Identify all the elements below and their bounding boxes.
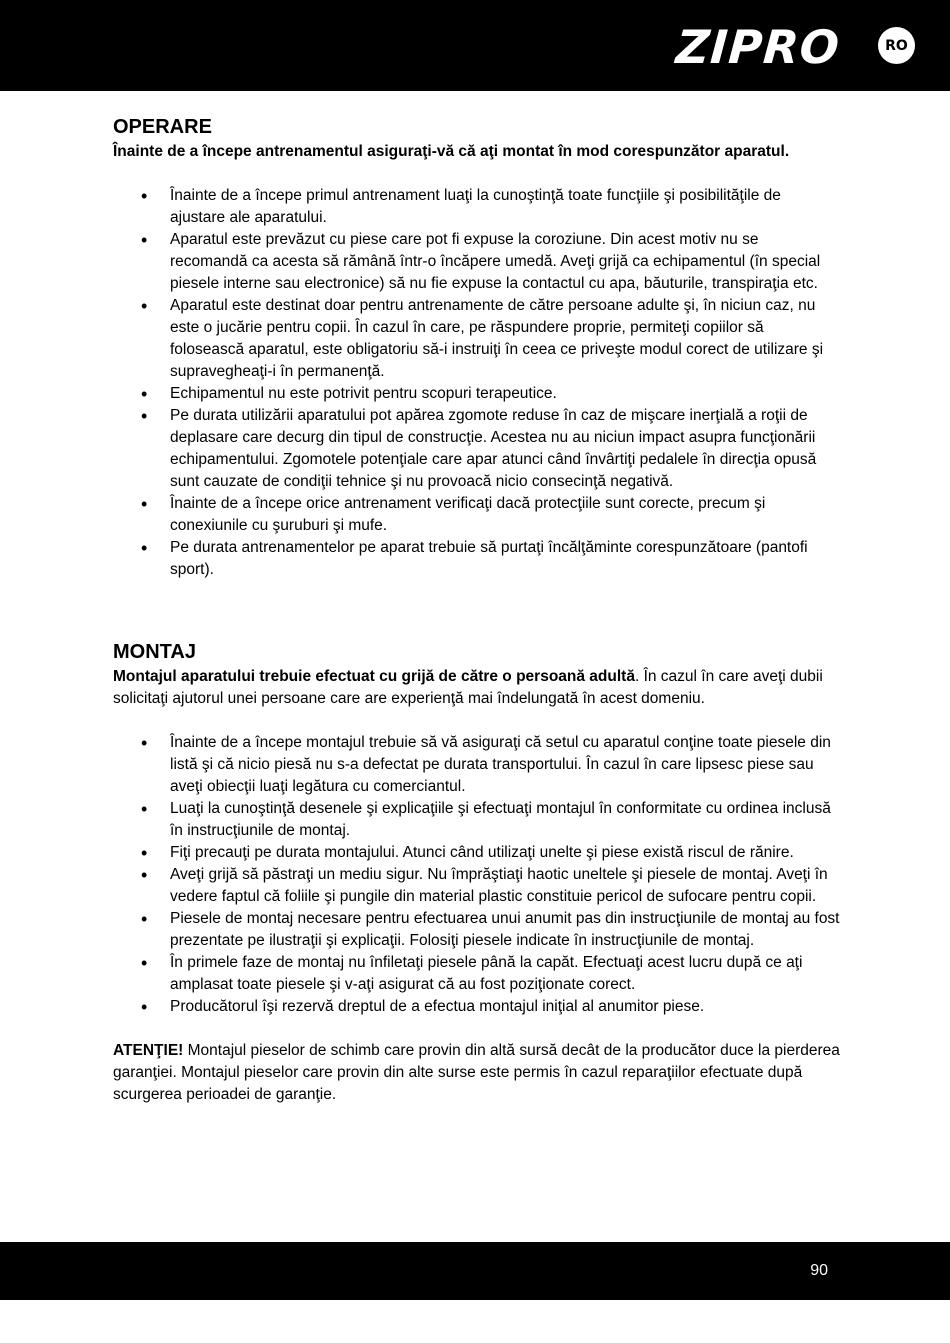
list-item: • Înainte de a începe primul antrenament luaţi la cunoştinţă toate funcţiile şi posibilităţile de ajustare ale aparatului.: [113, 185, 840, 229]
list-item: • Pe durata utilizării aparatului pot apărea zgomote reduse în caz de mişcare inerţială a roţii de deplasare care decurg din tipul de construcţie. Acestea nu au niciun impact asupra funcţionării echipamentului. Zgomotele potenţiale care apar atunci când învârtiţi pedalele în direcţia opusă sunt cauzate de condiţii tehnice şi nu provoacă nicio consecinţă negativă.: [113, 405, 840, 493]
warning-text: Montajul pieselor de schimb care provin din altă sursă decât de la producător duce la pierderea garanţiei. Montajul pieselor care provin din alte surse este permis în cazul reparaţiilor efectuate după scurgerea perioadei de garanţie.: [113, 1042, 840, 1103]
montaj-intro: [113, 666, 840, 710]
list-item: • Pe durata antrenamentelor pe aparat trebuie să purtaţi încălţăminte corespunzătoare (pantofi sport).: [113, 537, 840, 581]
section-spacer: [113, 581, 840, 638]
operare-section: [113, 113, 840, 581]
list-item: • Aparatul este destinat doar pentru antrenamente de către persoane adulte şi, în niciun caz, nu este o jucărie pentru copii. În cazul în care, pe răspundere proprie, permiteţi copiilor să folosească aparatul, este obligatoriu să-i instruiţi în ceea ce priveşte modul corect de utilizare şi supravegheaţi-i în permanenţă.: [113, 295, 840, 383]
page-content: [113, 113, 840, 1106]
list-item: • Înainte de a începe orice antrenament verificaţi dacă protecţiile sunt corecte, precum şi conexiunile cu şuruburi şi mufe.: [113, 493, 840, 537]
list-item: • Piesele de montaj necesare pentru efectuarea unui anumit pas din instrucţiunile de montaj au fost prezentate pe ilustraţii şi explicaţii. Folosiţi piesele indicate în instrucţiunile de montaj.: [113, 908, 840, 952]
page-number: 90: [810, 1262, 828, 1279]
list-item: • Echipamentul nu este potrivit pentru scopuri terapeutice.: [113, 383, 840, 405]
zipro-logo: ZIPRO: [674, 20, 842, 74]
list-item: • Aparatul este prevăzut cu piese care pot fi expuse la coroziune. Din acest motiv nu se recomandă ca acesta să rămână într-o încăpere umedă. Aveţi grijă ca echipamentul (în special piesele interne sau electronice) să nu fie expuse la contactul cu apa, băuturile, transpiraţia etc.: [113, 229, 840, 295]
warning-label: ATENŢIE!: [113, 1042, 184, 1059]
list-item: • În primele faze de montaj nu înfiletaţi piesele până la capăt. Efectuaţi acest lucru după ce aţi amplasat toate piesele şi v-aţi asigurat că au fost poziţionate corect.: [113, 952, 840, 996]
list-item: • Aveţi grijă să păstraţi un mediu sigur. Nu împrăştiaţi haotic uneltele şi piesele de montaj. Aveţi în vedere faptul că foliile şi pungile din material plastic constituie pericol de sufocare pentru copii.: [113, 864, 840, 908]
montaj-intro-bold: Montajul aparatului trebuie efectuat cu grijă de către o persoană adultă: [113, 668, 635, 685]
warning-paragraph: [113, 1040, 840, 1106]
montaj-intro-text: . În cazul în care aveţi dubii solicitaţi ajutorul unei persoane care are experienţă mai îndelungată în acest domeniu.: [113, 668, 823, 707]
list-item: • Înainte de a începe montajul trebuie să vă asiguraţi că setul cu aparatul conţine toate piesele din listă şi că nicio piesă nu s-a defectat pe durata transportului. În cazul în care lipsesc piese sau aveţi obiecţii luaţi legătura cu comerciantul.: [113, 732, 840, 798]
list-item: • Fiţi precauţi pe durata montajului. Atunci când utilizaţi unelte şi piese există riscul de rănire.: [113, 842, 840, 864]
montaj-list: [113, 732, 840, 1018]
list-item: • Luaţi la cunoştinţă desenele şi explicaţiile şi efectuaţi montajul în conformitate cu ordinea inclusă în instrucţiunile de montaj.: [113, 798, 840, 842]
operare-list: [113, 185, 840, 581]
language-badge: RO: [878, 27, 915, 64]
operare-title: OPERARE: [113, 116, 212, 138]
page-footer: [0, 1242, 950, 1300]
page-header: [0, 0, 950, 91]
operare-intro: Înainte de a începe antrenamentul asiguraţi-vă că aţi montat în mod corespunzător aparatul.: [113, 143, 790, 160]
montaj-section: [113, 638, 840, 1106]
montaj-title: MONTAJ: [113, 641, 196, 663]
list-item: • Producătorul îşi rezervă dreptul de a efectua montajul iniţial al anumitor piese.: [113, 996, 840, 1018]
